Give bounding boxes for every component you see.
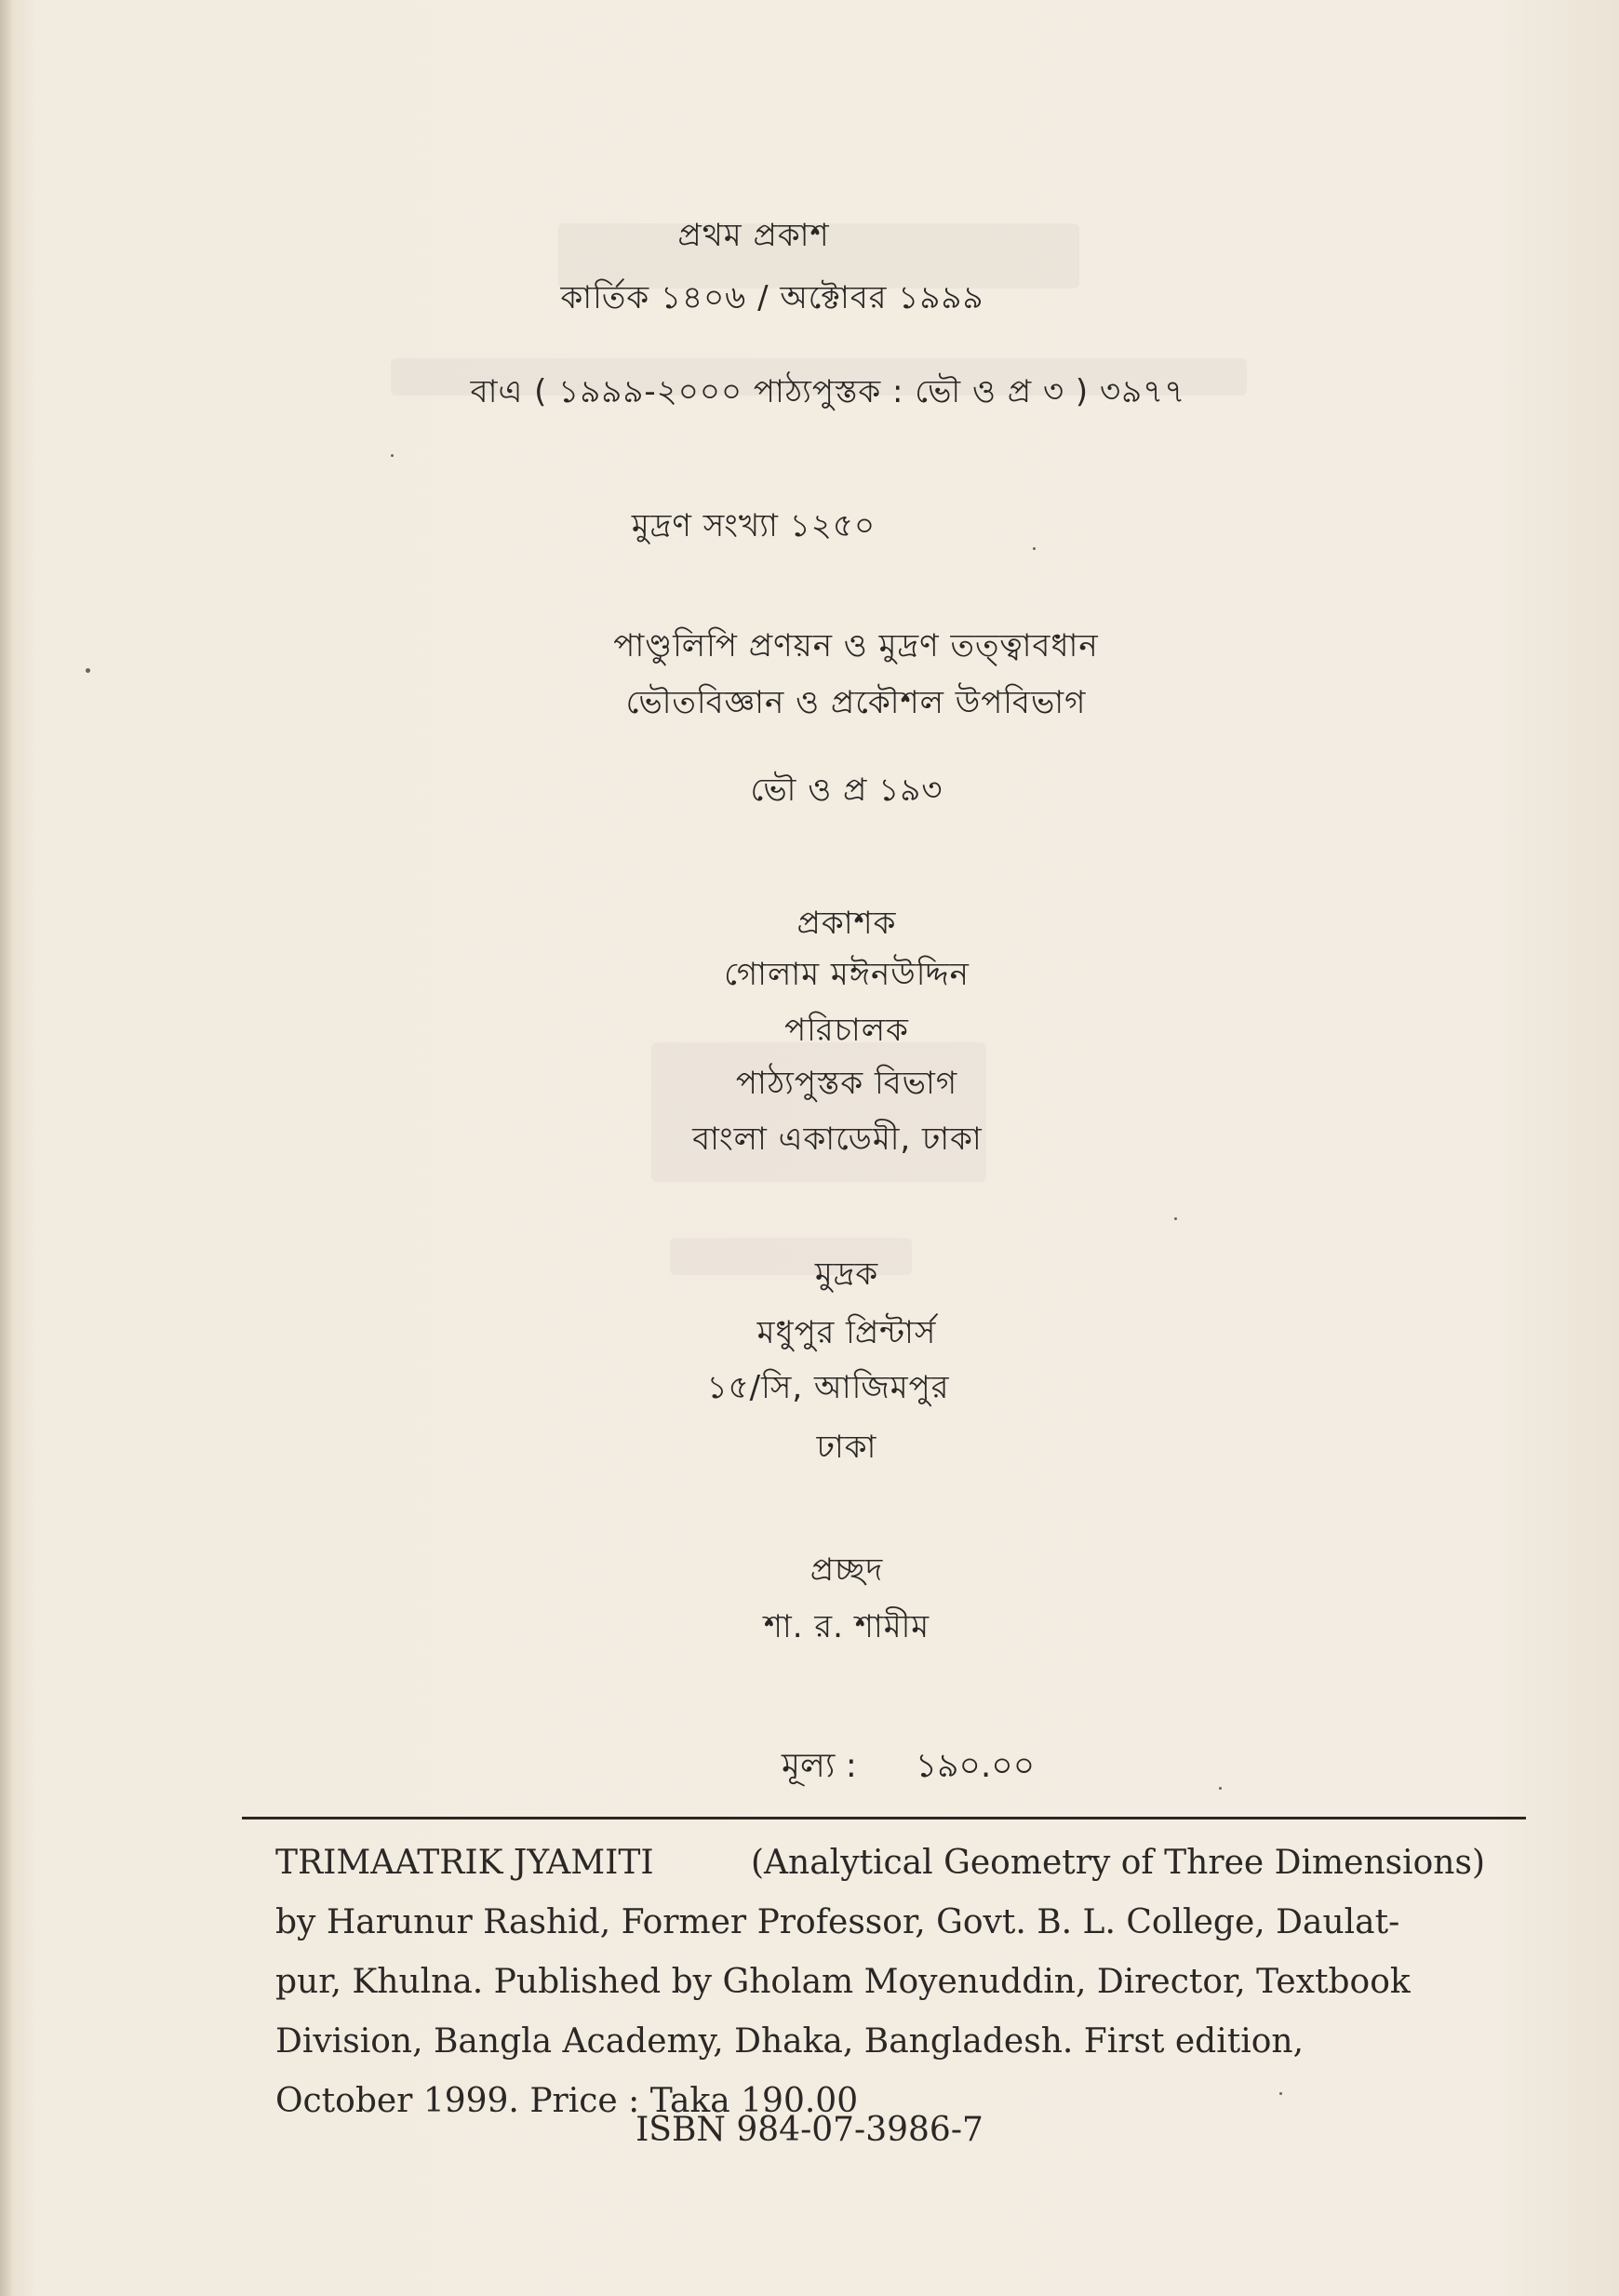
- printer-city: ঢাকা: [816, 1429, 877, 1466]
- imprint-line-4: Division, Bangla Academy, Dhaka, Bangladesh. First edition,: [275, 2022, 1305, 2061]
- price-label: মূল্য :: [782, 1747, 857, 1785]
- publisher-organization: বাংলা একাডেমী, ঢাকা: [692, 1121, 983, 1158]
- imprint-line-3: pur, Khulna. Published by Gholam Moyenuddin, Director, Textbook: [275, 1963, 1411, 2001]
- spine-shadow: [0, 0, 13, 2296]
- paper-speck: [391, 454, 394, 457]
- publisher-label: প্রকাশক: [796, 905, 897, 942]
- printer-address: ১৫/সি, আজিমপুর: [706, 1369, 950, 1406]
- imprint-line-1: [275, 1833, 1485, 1893]
- publication-date: কার্তিক ১৪০৬ / অক্টোবর ১৯৯৯: [560, 279, 984, 316]
- paper-speck: [1174, 1217, 1177, 1220]
- divider-rule: [242, 1817, 1526, 1819]
- printer-name: মধুপুর প্রিন্টার্স: [756, 1314, 937, 1351]
- printer-label: মুদ্রক: [814, 1255, 879, 1293]
- show-through-block: [651, 1042, 986, 1182]
- publisher-department: পাঠ্যপুস্তক বিভাগ: [735, 1065, 958, 1102]
- cover-artist: শা. র. শামীম: [763, 1608, 930, 1645]
- imprint-line-5: October 1999. Price : Taka 190.00: [275, 2082, 859, 2120]
- english-title: TRIMAATRIK JYAMITI: [275, 1844, 654, 1882]
- paper-speck: [1219, 1787, 1222, 1790]
- english-imprint: [275, 1833, 1485, 2131]
- publisher-title: পরিচালক: [784, 1012, 909, 1049]
- price-line: [782, 1740, 1035, 1796]
- subdivision-line: ভৌতবিজ্ঞান ও প্রকৌশল উপবিভাগ: [625, 684, 1087, 721]
- subdivision-code: ভৌ ও প্র ১৯৩: [750, 772, 943, 809]
- price-value: ১৯০.০০: [915, 1747, 1036, 1785]
- catalogue-code: বাএ ( ১৯৯৯-২০০০ পাঠ্যপুস্তক : ভৌ ও প্র ৩ ) ৩৯৭৭: [470, 373, 1186, 410]
- english-subtitle: (Analytical Geometry of Three Dimensions): [750, 1844, 1485, 1882]
- imprint-line-2: by Harunur Rashid, Former Professor, Govt. B. L. College, Daulat-: [275, 1903, 1400, 1941]
- paper-speck: [1279, 2092, 1282, 2095]
- print-run: মুদ্রণ সংখ্যা ১২৫০: [631, 507, 876, 544]
- cover-label: প্রচ্ছদ: [810, 1551, 884, 1589]
- first-edition-label: প্রথম প্রকাশ: [677, 217, 830, 254]
- paper-speck: [86, 668, 90, 673]
- supervision-line: পাণ্ডুলিপি প্রণয়ন ও মুদ্রণ তত্ত্বাবধান: [613, 627, 1099, 665]
- publisher-name: গোলাম মঈনউদ্দিন: [724, 956, 970, 993]
- paper-speck: [1033, 547, 1036, 550]
- isbn: ISBN 984-07-3986-7: [636, 2111, 983, 2149]
